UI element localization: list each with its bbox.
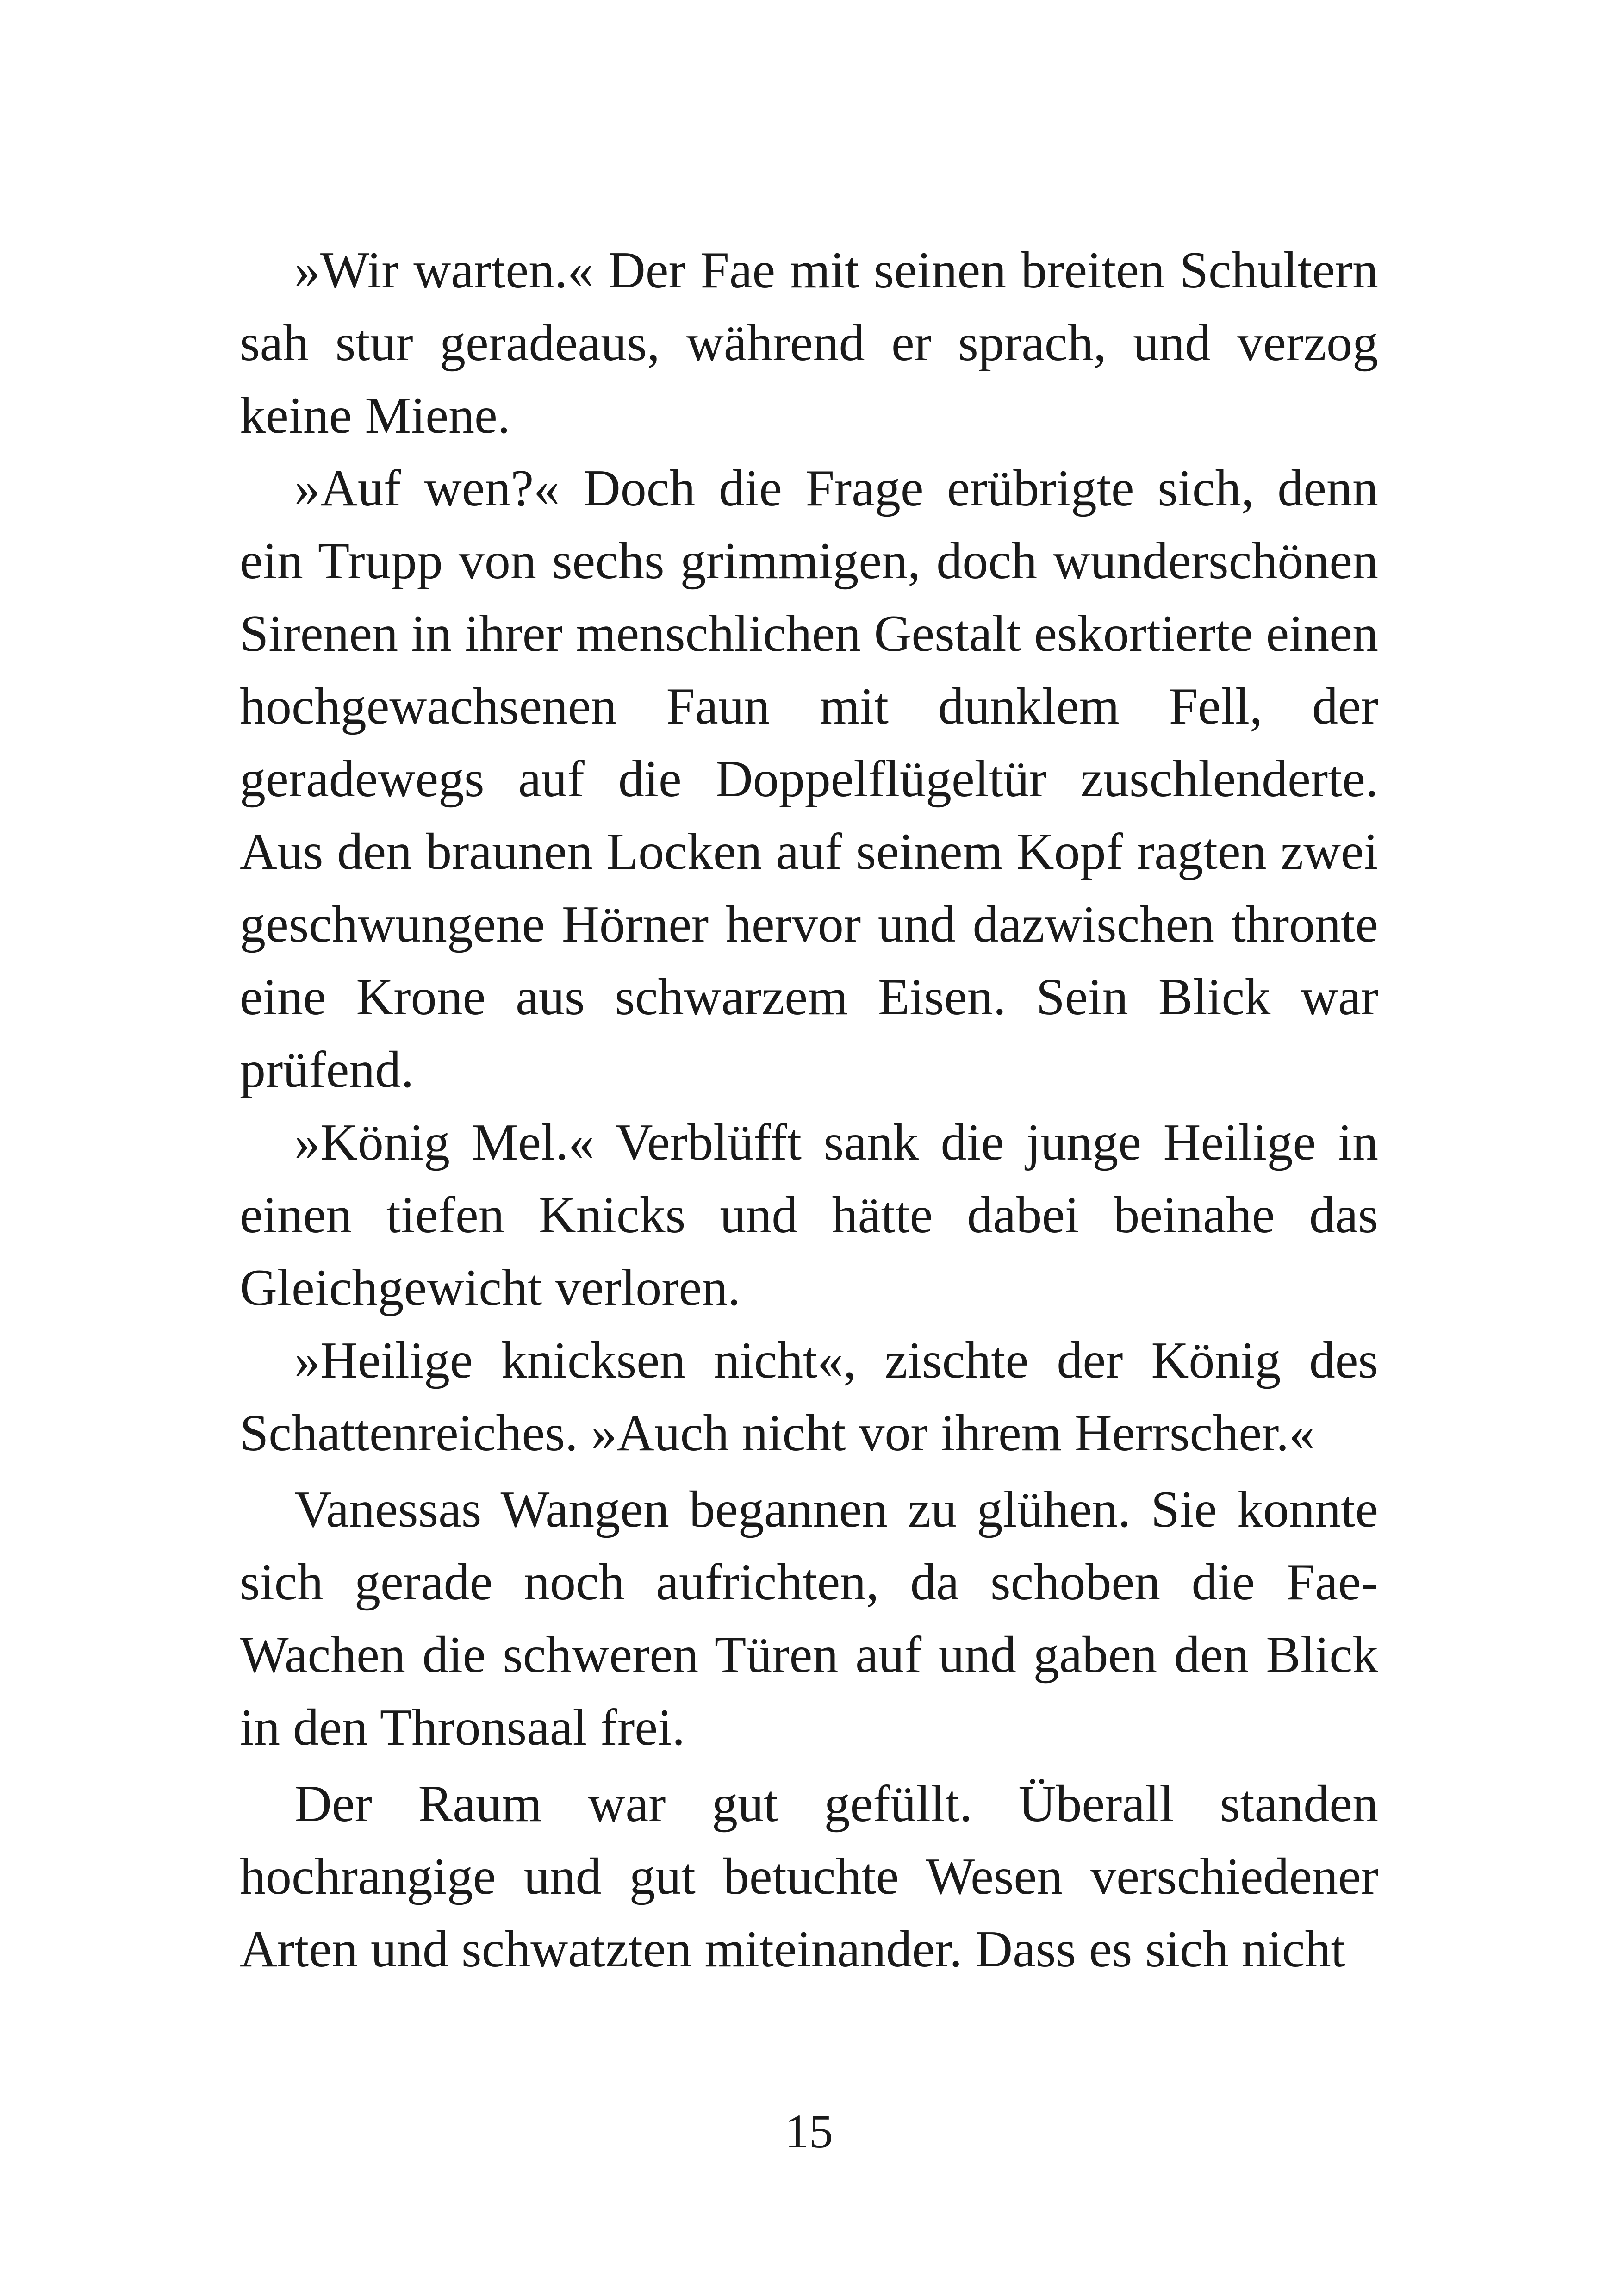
paragraph-1: »Wir warten.« Der Fae mit seinen breiten Schultern sah stur geradeaus, während er sprach, und verzog keine Miene. <box>240 242 1378 444</box>
paragraph-2: »Auf wen?« Doch die Frage erübrigte sich, denn ein Trupp von sechs grimmigen, doch wunderschönen Sirenen in ihrer menschlichen Gestalt eskortierte einen hochgewachsenen Faun mit dunklem Fell, der geradewegs auf die Doppelflügeltür zuschlenderte. Aus den braunen Locken auf seinem Kopf ragten zwei geschwungene Hörner hervor und dazwischen thronte eine Krone aus schwarzem Eisen. Sein Blick war prüfend. <box>240 460 1378 1098</box>
paragraph-4: »Heilige knicksen nicht«, zischte der König des Schattenreiches. »Auch nicht vor ihrem Herrscher.« <box>240 1332 1378 1462</box>
body-text <box>240 234 1378 1986</box>
page-number: 15 <box>785 2105 833 2158</box>
paragraph-6: Der Raum war gut gefüllt. Überall standen hochrangige und gut betuchte Wesen verschiedener Arten und schwatzten miteinander. Dass es sich nicht <box>240 1775 1378 1978</box>
paragraph-5: Vanessas Wangen begannen zu glühen. Sie konnte sich gerade noch aufrichten, da schoben die Fae-Wachen die schweren Türen auf und gaben den Blick in den Thronsaal frei. <box>240 1481 1378 1756</box>
paragraph-3: »König Mel.« Verblüfft sank die junge Heilige in einen tiefen Knicks und hätte dabei beinahe das Gleichgewicht verloren. <box>240 1114 1378 1316</box>
